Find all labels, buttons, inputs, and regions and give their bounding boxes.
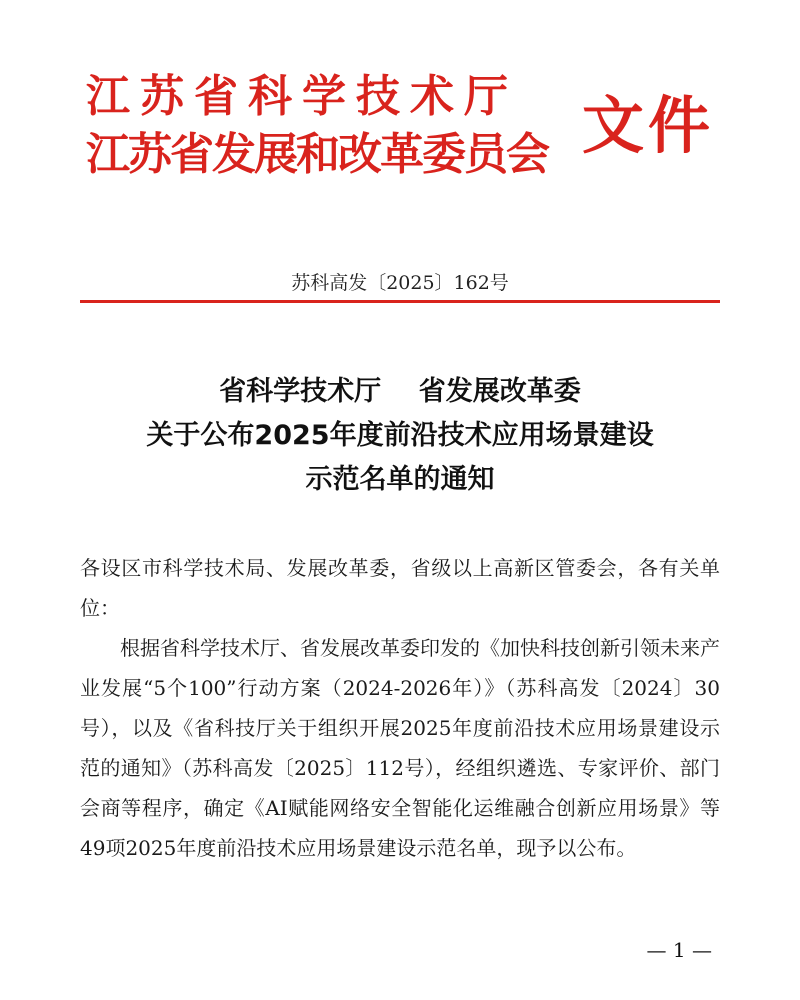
title-line-2: 关于公布2025年度前沿技术应用场景建设 bbox=[146, 420, 654, 451]
document-type-label: 文件 bbox=[582, 89, 715, 162]
title-line-1: 省科学技术厅 省发展改革委 bbox=[219, 376, 581, 407]
document-title bbox=[0, 370, 800, 502]
document-number: 苏科高发〔2025〕162号 bbox=[291, 272, 509, 294]
recipients-paragraph: 各设区市科学技术局、发展改革委，省级以上高新区管委会，各有关单位： bbox=[80, 556, 720, 620]
document-body bbox=[80, 548, 720, 868]
issuer-block bbox=[86, 68, 548, 184]
title-line-3: 示范名单的通知 bbox=[305, 464, 495, 495]
main-paragraph: 根据省科学技术厅、省发展改革委印发的《加快科技创新引领未来产业发展“5个100”行动方案（2024-2026年）》（苏科高发〔2024〕30号），以及《省科技厅关于组织开展2025年度前沿技术应用场景建设示范的通知》（苏科高发〔2025〕112号），经组织遴选、专家评价、部门会商等程序，确定《AI赋能网络安全智能化运维融合创新应用场景》等49项2025年度前沿技术应用场景建设示范名单，现予以公布。 bbox=[80, 636, 720, 860]
page-number: — 1 — bbox=[646, 938, 712, 962]
red-divider-line bbox=[80, 300, 720, 303]
issuer-name-science-department: 江苏省科学技术厅 bbox=[86, 71, 518, 122]
issuer-name-development-commission: 江苏省发展和改革委员会 bbox=[86, 129, 548, 180]
